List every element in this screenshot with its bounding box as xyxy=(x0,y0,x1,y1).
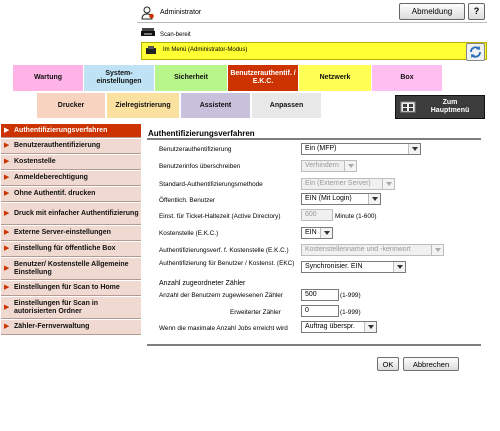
chevron-down-icon xyxy=(431,245,443,255)
ticket-time-input: 600 xyxy=(301,209,333,221)
account-method-label: Authentifizierungsverf. f. Kostenstelle (E.K.C.) xyxy=(159,247,289,254)
printer-status-icon xyxy=(141,27,155,37)
mode-label: Im Menü (Administrator-Modus) xyxy=(163,47,248,53)
ticket-time-unit: Minute (1-600) xyxy=(335,213,377,220)
counter-users-input[interactable]: 500 xyxy=(301,289,339,301)
page-title: Authentifizierungsverfahren xyxy=(148,129,255,138)
max-jobs-select[interactable]: Auftrag überspr. xyxy=(301,321,377,333)
subtab-zielregistrierung[interactable]: Zielregistrierung xyxy=(107,93,179,118)
subtab-assistent[interactable]: Assistent xyxy=(181,93,250,118)
sidebar-item-allgemeine-einstellung[interactable]: ▶ Benutzer/ Kostenstelle Allgemeine Einstellung xyxy=(1,258,141,280)
counter-users-label: Anzahl der Benutzern zugewiesenen Zähler xyxy=(159,292,283,299)
arrow-right-icon: ▶ xyxy=(4,190,10,197)
logout-button[interactable]: Abmeldung xyxy=(399,3,465,20)
account-method-select: Kostenstellenname und -kennwort xyxy=(301,244,444,256)
arrow-right-icon: ▶ xyxy=(4,245,10,252)
tab-sicherheit[interactable]: Sicherheit xyxy=(155,65,227,91)
max-jobs-label: Wenn die maximale Anzahl Jobs erreicht wird xyxy=(159,325,288,332)
account-track-label: Kostenstelle (E.K.C.) xyxy=(159,230,219,237)
sidebar-item-anmeldeberechtigung[interactable]: ▶ Anmeldeberechtigung xyxy=(1,171,141,186)
public-user-label: Öffentlich. Benutzer xyxy=(159,197,216,204)
sidebar-item-kostenstelle[interactable]: ▶ Kostenstelle xyxy=(1,155,141,170)
public-user-select[interactable]: EIN (Mit Login) xyxy=(301,193,381,205)
user-auth-select[interactable]: Ein (MFP) xyxy=(301,143,421,155)
counter-heading: Anzahl zugeordneter Zähler xyxy=(159,280,246,287)
home-menu-button[interactable] xyxy=(395,95,485,119)
arrow-right-icon: ▶ xyxy=(4,158,10,165)
overwrite-info-label: Benutzerinfos überschreiben xyxy=(159,163,241,170)
sidebar-item-authentifizierungsverfahren[interactable]: ▶ Authentifizierungsverfahren xyxy=(1,124,141,138)
overwrite-info-select: Verhindern xyxy=(301,160,357,172)
cancel-button[interactable]: Abbrechen xyxy=(403,357,459,371)
arrow-right-icon: ▶ xyxy=(4,209,10,217)
tab-wartung[interactable]: Wartung xyxy=(13,65,83,91)
mode-indicator-bar xyxy=(141,42,487,60)
tab-systemeinstellungen[interactable]: System- einstellungen xyxy=(84,65,154,91)
admin-user-icon xyxy=(141,6,155,20)
arrow-right-icon: ▶ xyxy=(4,142,10,149)
counter-extended-label: Erweiterter Zähler xyxy=(230,309,281,316)
chevron-down-icon xyxy=(393,262,405,272)
header-divider xyxy=(137,22,487,23)
subtab-anpassen[interactable]: Anpassen xyxy=(252,93,321,118)
tab-netzwerk[interactable]: Netzwerk xyxy=(299,65,371,91)
ok-button[interactable]: OK xyxy=(377,357,399,371)
home-menu-label: Zum Hauptmenü xyxy=(430,99,470,114)
subtab-drucker[interactable]: Drucker xyxy=(37,93,105,118)
sidebar-item-druck-einfacher-authentifizierung[interactable]: ▶ Druck mit einfacher Authentifizierung xyxy=(1,203,141,225)
account-track-select[interactable]: EIN xyxy=(301,227,333,239)
std-auth-method-label: Standard-Authentifizierungsmethode xyxy=(159,181,263,188)
refresh-icon xyxy=(467,44,484,60)
sync-select[interactable]: Synchronisier. EIN xyxy=(301,261,406,273)
chevron-down-icon xyxy=(364,322,376,332)
help-button[interactable]: ? xyxy=(468,3,485,20)
user-auth-label: Benutzerauthentifizierung xyxy=(159,146,232,153)
device-mode-icon xyxy=(146,46,156,55)
tab-benutzerauthentifizierung[interactable]: Benutzerauthentif. / E.K.C. xyxy=(228,65,298,91)
sidebar-item-externe-server[interactable]: ▶ Externe Server-einstellungen xyxy=(1,226,141,241)
tab-box[interactable]: Box xyxy=(372,65,442,91)
arrow-right-icon: ▶ xyxy=(4,264,10,272)
counter-users-range: (1-999) xyxy=(340,292,361,299)
arrow-right-icon: ▶ xyxy=(4,284,10,291)
title-divider xyxy=(147,138,481,140)
sidebar-item-benutzerauthentifizierung[interactable]: ▶ Benutzerauthentifizierung xyxy=(1,139,141,154)
form-bottom-divider xyxy=(147,344,481,346)
sidebar-item-oeffentliche-box[interactable]: ▶ Einstellung für öffentliche Box xyxy=(1,242,141,257)
sync-label: Authentifizierung für Benutzer / Kostenst. (EKC) xyxy=(159,260,295,267)
chevron-down-icon xyxy=(368,194,380,204)
home-menu-icon xyxy=(400,100,416,114)
chevron-down-icon xyxy=(344,161,356,171)
admin-label: Administrator xyxy=(160,9,202,16)
arrow-right-icon: ▶ xyxy=(4,126,10,134)
counter-extended-range: (1-999) xyxy=(340,309,361,316)
std-auth-method-select: Ein (Externer Server) xyxy=(301,178,395,190)
chevron-down-icon xyxy=(408,144,420,154)
sidebar-item-scan-autorisierter-ordner[interactable]: ▶ Einstellungen für Scan in autorisierten Ordner xyxy=(1,297,141,319)
arrow-right-icon: ▶ xyxy=(4,174,10,181)
ticket-time-label: Einst. für Ticket-Haltezeit (Active Directory) xyxy=(159,213,281,220)
arrow-right-icon: ▶ xyxy=(4,229,10,236)
device-status-text: Scan-bereit xyxy=(160,32,191,38)
arrow-right-icon: ▶ xyxy=(4,323,10,330)
arrow-right-icon: ▶ xyxy=(4,303,10,311)
sidebar-item-ohne-authentif-drucken[interactable]: ▶ Ohne Authentif. drucken xyxy=(1,187,141,202)
counter-extended-input[interactable]: 0 xyxy=(301,305,339,317)
refresh-button[interactable] xyxy=(466,43,485,61)
chevron-down-icon xyxy=(320,228,332,238)
chevron-down-icon xyxy=(382,179,394,189)
sidebar-item-scan-to-home[interactable]: ▶ Einstellungen für Scan to Home xyxy=(1,281,141,296)
sidebar-item-zaehler-fernverwaltung[interactable]: ▶ Zähler-Fernverwaltung xyxy=(1,320,141,335)
